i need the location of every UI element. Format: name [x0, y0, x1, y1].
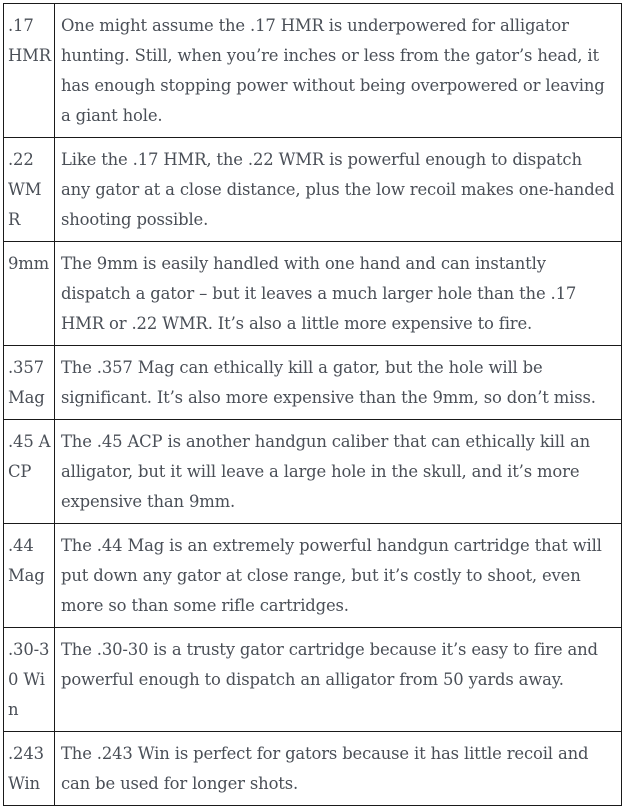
- caliber-cell: .22 WMR: [4, 138, 55, 242]
- caliber-cell: .357 Mag: [4, 346, 55, 420]
- description-cell: The .44 Mag is an extremely powerful handgun cartridge that will put down any gator at close range, but it’s costly to shoot, even more so than some rifle cartridges.: [55, 524, 622, 628]
- caliber-cell: .30-30 Win: [4, 628, 55, 732]
- table-row: [4, 732, 622, 806]
- table-row: [4, 138, 622, 242]
- description-cell: Like the .17 HMR, the .22 WMR is powerful enough to dispatch any gator at a close distance, plus the low recoil makes one-handed shooting possible.: [55, 138, 622, 242]
- table-row: [4, 420, 622, 524]
- table-row: [4, 628, 622, 732]
- description-cell: The .243 Win is perfect for gators because it has little recoil and can be used for longer shots.: [55, 732, 622, 806]
- description-cell: The 9mm is easily handled with one hand and can instantly dispatch a gator – but it leaves a much larger hole than the .17 HMR or .22 WMR. It’s also a little more expensive to fire.: [55, 242, 622, 346]
- table-row: [4, 346, 622, 420]
- table-row: [4, 524, 622, 628]
- caliber-cell: .45 ACP: [4, 420, 55, 524]
- description-cell: One might assume the .17 HMR is underpowered for alligator hunting. Still, when you’re inches or less from the gator’s head, it has enough stopping power without being overpowered or leaving a giant hole.: [55, 4, 622, 138]
- description-cell: The .45 ACP is another handgun caliber that can ethically kill an alligator, but it will leave a large hole in the skull, and it’s more expensive than 9mm.: [55, 420, 622, 524]
- caliber-cell: .17 HMR: [4, 4, 55, 138]
- table-row: [4, 242, 622, 346]
- description-cell: The .30-30 is a trusty gator cartridge because it’s easy to fire and powerful enough to dispatch an alligator from 50 yards away.: [55, 628, 622, 732]
- table-row: [4, 4, 622, 138]
- caliber-cell: 9mm: [4, 242, 55, 346]
- caliber-comparison-table: [3, 3, 622, 806]
- caliber-cell: .44 Mag: [4, 524, 55, 628]
- description-cell: The .357 Mag can ethically kill a gator, but the hole will be significant. It’s also more expensive than the 9mm, so don’t miss.: [55, 346, 622, 420]
- caliber-cell: .243 Win: [4, 732, 55, 806]
